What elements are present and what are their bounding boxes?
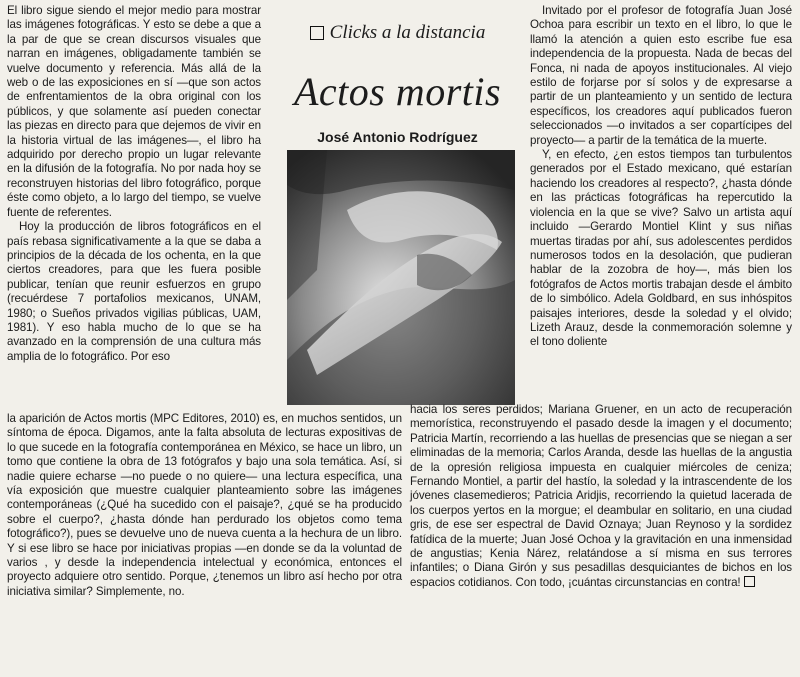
paragraph: hacia los seres perdidos; Mariana Gruener, en un acto de recuperación memorística, reconstruyendo el pasado desde la imagen y el documento; Patricia Martín, recorriendo a las huellas de presencias que se niegan a ser eliminadas de la memoria; Carlos Aranda, desde las huellas de la angustia de la opresión religiosa impuesta en cualquier miércoles de ceniza; Fernando Montiel, a partir del hastío, la soledad y la intrascendente de los jóvenes clasemedieros; Patricia Aridjis, recorriendo la quietud lacerada de los cuerpos yertos en la morgue; el deambular en solitario, en una ciudad gris, de ese ser espectral de David Oznaya; Juan Reynoso y la sordidez fatídica de la muerte; Juan José Ochoa y la gravitación en una inmensidad de angustias; Kenia Nárez, relatándose a sí misma en sus terrores infantiles; o Diana Girón y sus pesadillas desquiciantes de bichos en los espacios cotidianos. Con todo, ¡cuántas circunstancias en contra! — [410, 403, 792, 589]
paragraph-with-end-mark — [410, 403, 792, 590]
paragraph: Y, en efecto, ¿en estos tiempos tan turbulentos generados por el Estado mexicano, qué estarían haciendo los creadores al respecto?, ¿hasta dónde en las prácticas fotográficas ha repercutido la violencia en la que se vive? Salvo un artista aquí incluido —Gerardo Montiel Klint y sus niñas muertas tiradas por ahí, sus adolescentes perdidos numerosos todos en la desolación, que pudieran hablar de la zozobra de hoy—, más bien los fotógrafos de Actos mortis trabajan desde el ámbito de lo simbólico. Adela Goldbard, en sus inhóspitos paisajes interiores, desde la soledad y el olvido; Lizeth Arauz, desde la conmemoración solemne y el tono doliente — [530, 148, 792, 349]
article-title: Actos mortis — [293, 69, 502, 114]
column-3-continued — [410, 403, 792, 590]
paragraph: Hoy la producción de libros fotográficos en el país rebasa significativamente a la que se daba a principios de la década de los ochenta, en la que ciertos creadores, para que les fuera posible publicar, tenían que reunir esfuerzos en grupo (recuérdese 7 portafolios mexicanos, UNAM, 1980; o Sueños privados vigilias públicas, UAM, 1981). Y eso habla mucho de lo que se ha avanzado en la comprensión de una cultura más amplia de lo fotográfico. Por eso — [7, 220, 261, 363]
square-icon — [310, 26, 324, 40]
section-label: Clicks a la distancia — [329, 22, 486, 43]
paragraph: El libro sigue siendo el mejor medio para mostrar las imágenes fotográficas. Y esto se debe a que a la par de que se crean discursos visuales que narran en imágenes, obligadamente también se vuelve documento y referencia. Más allá de la web o de las exposiciones en sí —que son actos de enfrentamientos de la obra original con los públicos, y que solamente así pueden conectar las piezas en directo para que dejemos de vivir en la historia virtual de las imágenes—, el libro ha adquirido por derecho propio un lugar relevante en la difusión de la fotografía. No por nada hoy se reconstruyen historias del libro fotográfico, porque éste como objeto, a lo largo del tiempo, se vuelve fuente de referentes. — [7, 4, 261, 219]
column-1-continued — [7, 412, 402, 599]
article-author: José Antonio Rodríguez — [317, 129, 478, 145]
column-3 — [530, 4, 792, 350]
hands-photo — [287, 150, 515, 405]
paragraph: la aparición de Actos mortis (MPC Editores, 2010) es, en muchos sentidos, un síntoma de época. Digamos, ante la falta absoluta de lecturas expositivas de lo que sucede en la fotografía contemporánea en México, se hace un libro, un tomo que contiene la obra de 13 fotógrafos y bajo una sola temática. Así, si nadie quiere echarse —no puede o no quiere— una lectura específica, una vía exposición que muestre cualquier planteamiento sobre las imágenes contemporáneas (¿Qué ha sucedido con el paisaje?, ¿qué se ha producido sobre el cuerpo?, ¿hasta dónde han perdurado los objetos como tema fotográfico?), pues se devuelve uno de nueva cuenta a la hechura de un libro. Y si ese libro se hace por iniciativas propias —en donde se da la voluntad de varios , y desde la independencia intelectual y económica, entonces el proyecto adquiere otro sentido. Porque, ¿tenemos un libro así hecho por otra iniciativa similar? Simplemente, no. — [7, 412, 402, 598]
end-mark-icon — [744, 576, 755, 587]
section-heading — [270, 22, 525, 44]
paragraph: Invitado por el profesor de fotografía Juan José Ochoa para escribir un texto en el libro, lo que le llamó la atención a quien esto escribe fue esa independencia de la propuesta. Nada de becas del Fonca, ni nada de apoyos institucionales. Al viejo estilo de forjarse por sí solos y de expresarse a partir de un planteamiento y un sentido de lectura específicos, los creadores aquí publicados fueron seleccionados —o invitados a ser copartícipes del proyecto— a partir de la temática de la muerte. — [530, 4, 792, 147]
column-1 — [7, 4, 261, 364]
article-header — [270, 4, 525, 145]
